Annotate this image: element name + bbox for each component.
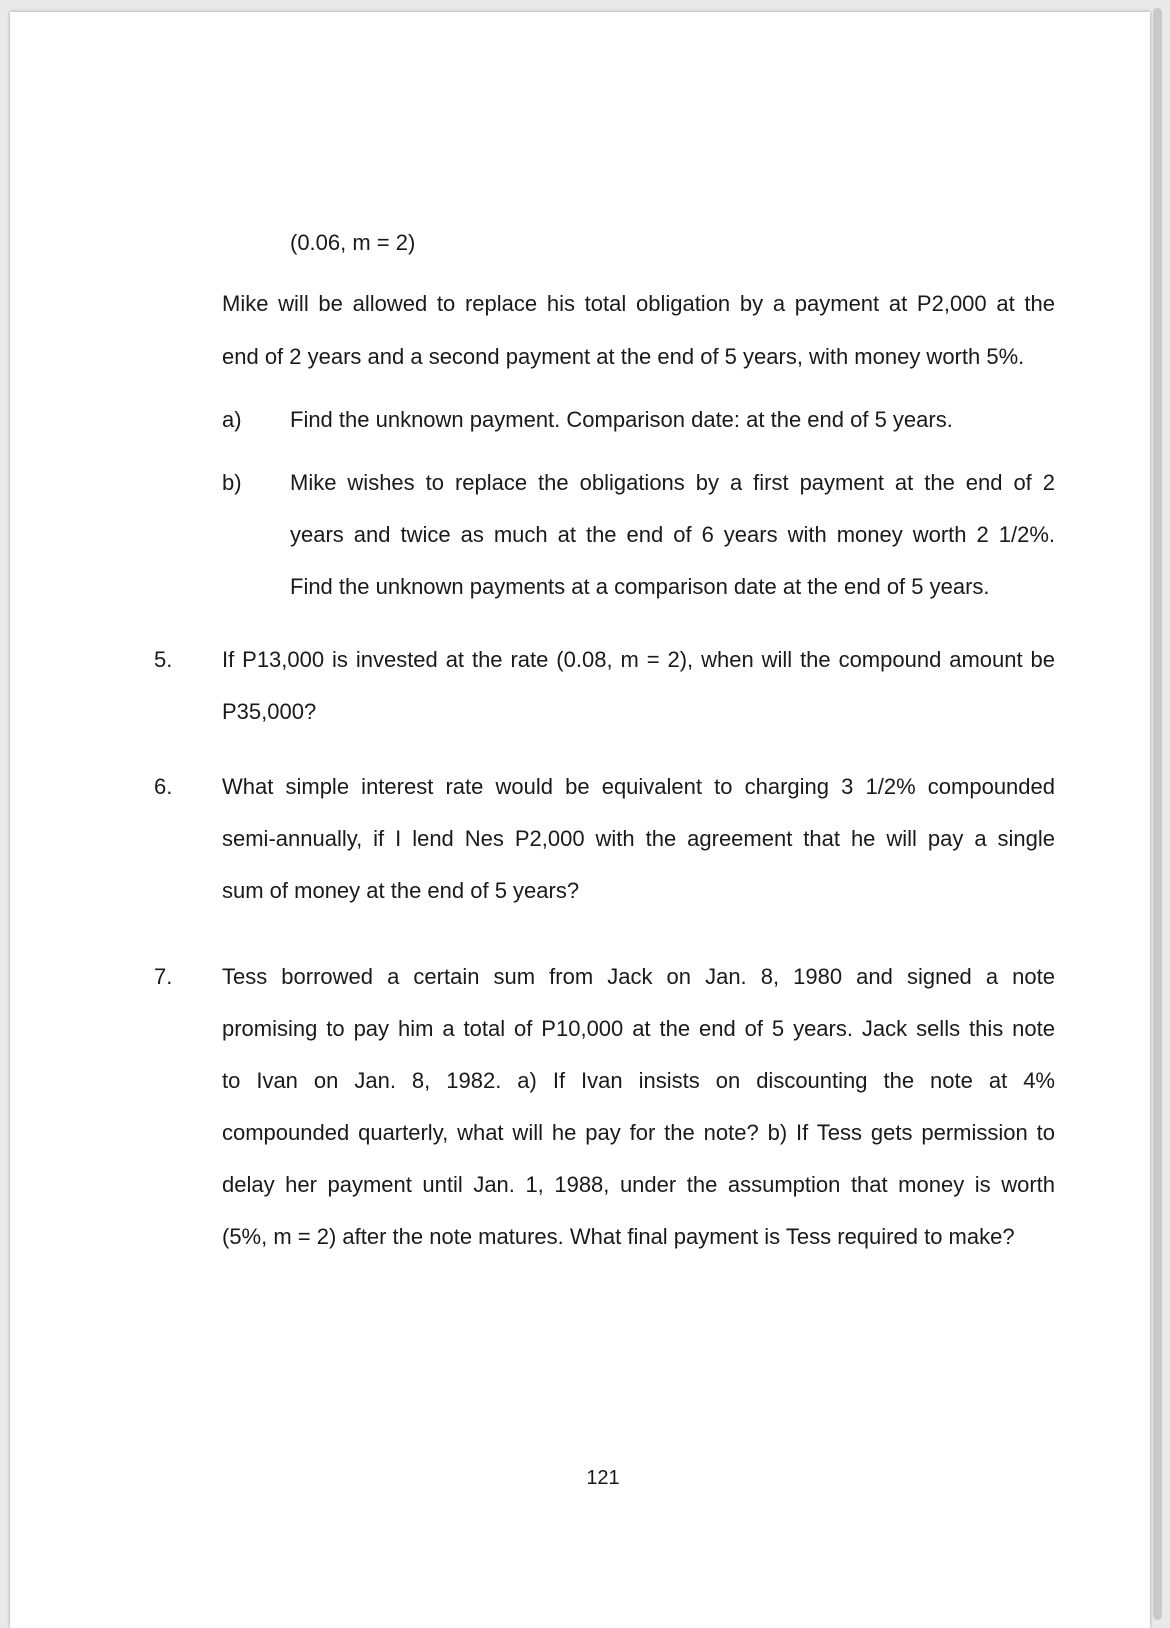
- problem-number: 5.: [154, 647, 173, 672]
- problem-line: (5%, m = 2) after the note matures. What final payment is Tess required to make?: [222, 1224, 1015, 1249]
- formula-line: (0.06, m = 2): [290, 230, 416, 255]
- intro-line: end of 2 years and a second payment at the end of 5 years, with money worth 5%.: [222, 344, 1025, 369]
- subitem-line: Mike wishes to replace the obligations by a first payment at the end of 2: [290, 470, 1055, 495]
- problem-number: 7.: [154, 964, 173, 989]
- problem-line: What simple interest rate would be equivalent to charging 3 1/2% compounded: [222, 774, 1055, 799]
- subitem-label: a): [222, 407, 242, 432]
- page-number: 121: [586, 1467, 620, 1489]
- problem-number: 6.: [154, 774, 173, 799]
- problem-line: P35,000?: [222, 699, 317, 724]
- problem-line: sum of money at the end of 5 years?: [222, 878, 580, 903]
- subitem-line: Find the unknown payments at a comparison date at the end of 5 years.: [290, 574, 990, 599]
- problem-line: to Ivan on Jan. 8, 1982. a) If Ivan insists on discounting the note at 4%: [222, 1068, 1055, 1093]
- subitem-line: Find the unknown payment. Comparison date: at the end of 5 years.: [290, 407, 953, 432]
- problem-line: If P13,000 is invested at the rate (0.08, m = 2), when will the compound amount be: [222, 647, 1055, 672]
- intro-line: Mike will be allowed to replace his total obligation by a payment at P2,000 at the: [222, 291, 1055, 316]
- problem-line: semi-annually, if I lend Nes P2,000 with the agreement that he will pay a single: [222, 826, 1055, 851]
- problem-line: promising to pay him a total of P10,000 at the end of 5 years. Jack sells this note: [222, 1016, 1055, 1041]
- subitem-line: years and twice as much at the end of 6 years with money worth 2 1/2%.: [290, 522, 1055, 547]
- problem-line: delay her payment until Jan. 1, 1988, under the assumption that money is worth: [222, 1172, 1055, 1197]
- document-page: [10, 12, 1150, 1628]
- problem-line: compounded quarterly, what will he pay for the note? b) If Tess gets permission to: [222, 1120, 1055, 1145]
- subitem-label: b): [222, 470, 242, 495]
- vertical-scrollbar[interactable]: [1153, 8, 1162, 1620]
- problem-line: Tess borrowed a certain sum from Jack on Jan. 8, 1980 and signed a note: [222, 964, 1055, 989]
